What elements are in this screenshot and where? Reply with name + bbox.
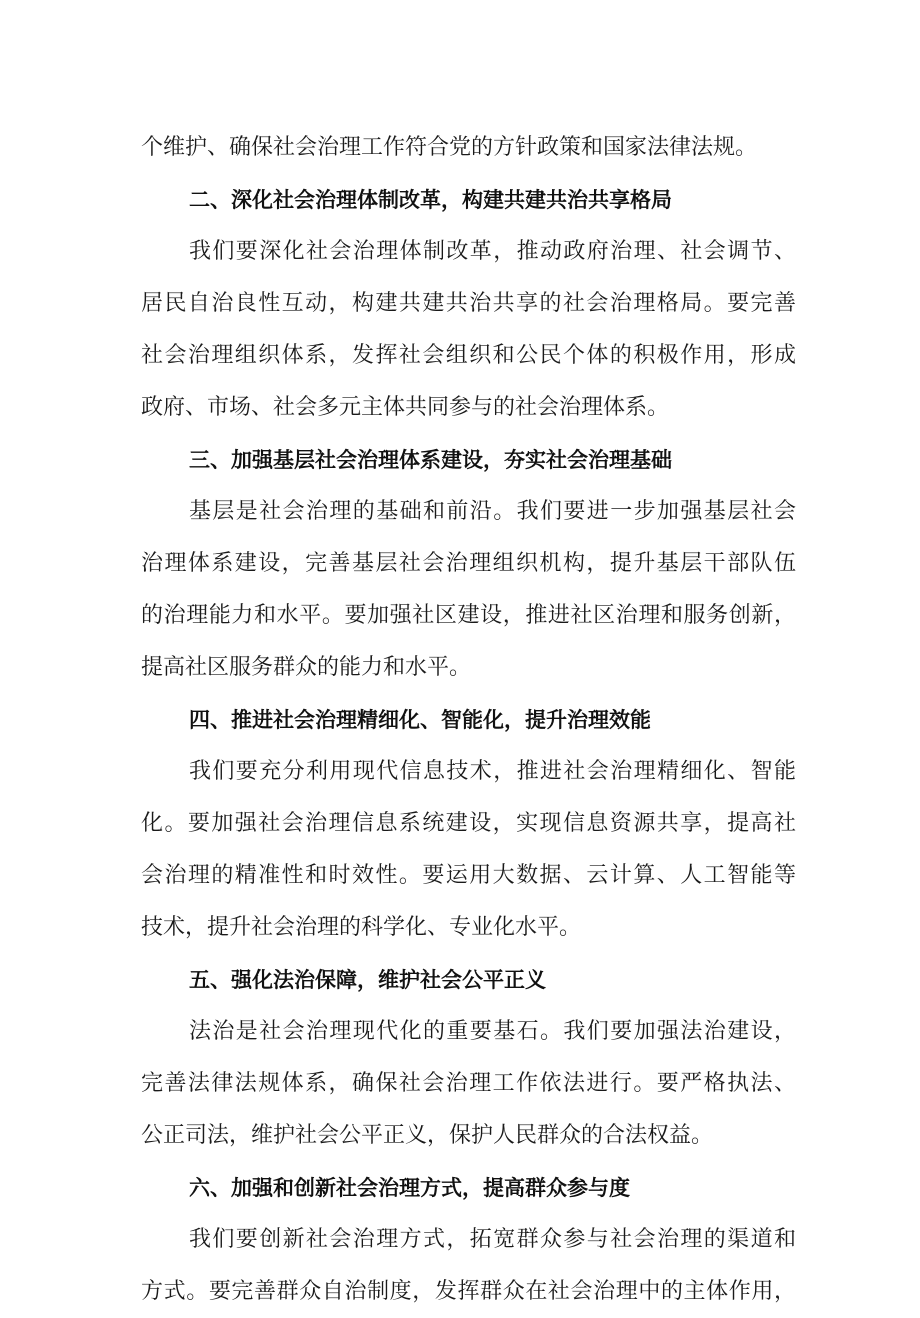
paragraph-line: 的治理能力和水平。要加强社区建设，推进社区治理和服务创新， [141, 603, 796, 628]
paragraph-line: 社会治理组织体系，发挥社会组织和公民个体的积极作用，形成 [141, 343, 796, 368]
document-body [141, 122, 796, 1318]
paragraph-line: 我们要创新社会治理方式，拓宽群众参与社会治理的渠道和 [189, 1227, 796, 1252]
section-heading-2: 二、深化社会治理体制改革，构建共建共治共享格局 [189, 188, 672, 212]
section-heading-6: 六、加强和创新社会治理方式，提高群众参与度 [189, 1176, 630, 1200]
paragraph-line: 治理体系建设，完善基层社会治理组织机构，提升基层干部队伍 [141, 551, 796, 576]
paragraph-line: 我们要充分利用现代信息技术，推进社会治理精细化、智能 [189, 759, 796, 784]
paragraph-line: 基层是社会治理的基础和前沿。我们要进一步加强基层社会 [189, 499, 796, 524]
paragraph-line: 居民自治良性互动，构建共建共治共享的社会治理格局。要完善 [141, 291, 796, 316]
paragraph-line: 会治理的精准性和时效性。要运用大数据、云计算、人工智能等 [141, 863, 796, 888]
paragraph-line: 公正司法，维护社会公平正义，保护人民群众的合法权益。 [141, 1123, 714, 1148]
paragraph-line: 法治是社会治理现代化的重要基石。我们要加强法治建设， [189, 1019, 796, 1044]
paragraph-line: 化。要加强社会治理信息系统建设，实现信息资源共享，提高社 [141, 811, 796, 836]
paragraph-line: 政府、市场、社会多元主体共同参与的社会治理体系。 [141, 395, 670, 420]
section-heading-4: 四、推进社会治理精细化、智能化，提升治理效能 [189, 708, 651, 732]
paragraph-line: 提高社区服务群众的能力和水平。 [141, 655, 472, 680]
paragraph-line: 个维护、确保社会治理工作符合党的方针政策和国家法律法规。 [141, 135, 758, 160]
paragraph-line: 技术，提升社会治理的科学化、专业化水平。 [141, 915, 582, 940]
section-heading-3: 三、加强基层社会治理体系建设，夯实社会治理基础 [189, 448, 672, 472]
section-heading-5: 五、强化法治保障，维护社会公平正义 [189, 968, 546, 992]
paragraph-line: 方式。要完善群众自治制度，发挥群众在社会治理中的主体作用， [141, 1279, 796, 1304]
paragraph-line: 我们要深化社会治理体制改革，推动政府治理、社会调节、 [189, 239, 796, 264]
paragraph-line: 完善法律法规体系，确保社会治理工作依法进行。要严格执法、 [141, 1071, 796, 1096]
